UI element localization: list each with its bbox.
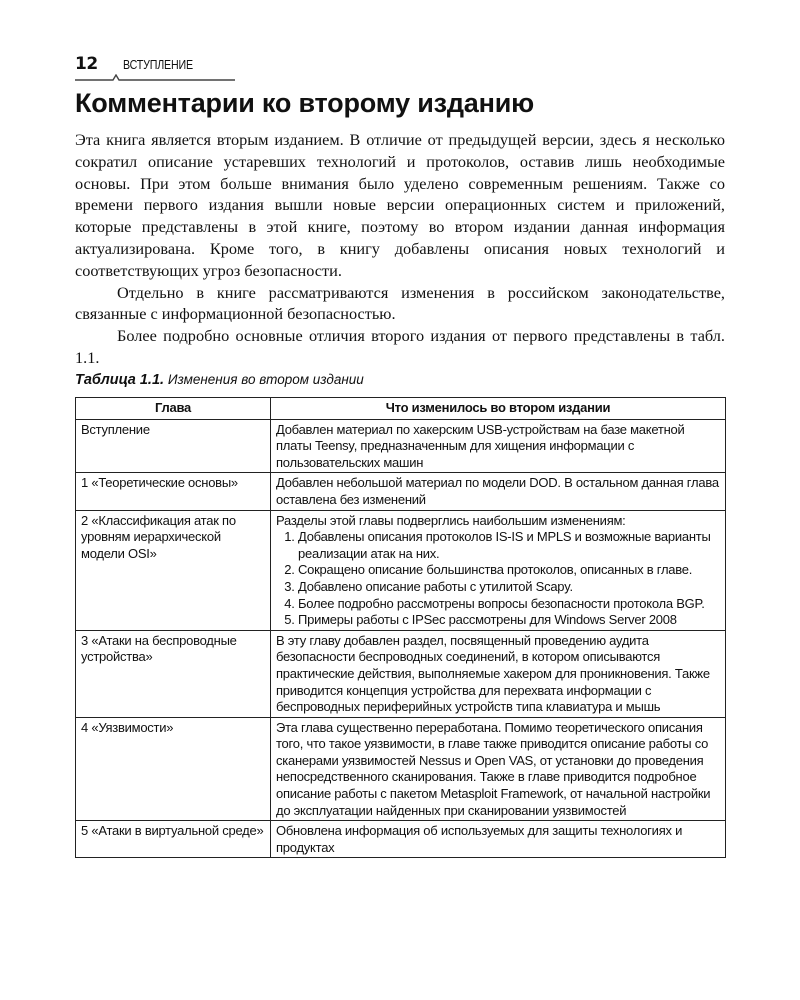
table-caption [75, 372, 364, 388]
paragraph: Более подробно основные отличия второго издания от первого представлены в табл. 1.1. [75, 326, 725, 367]
change-cell: Эта глава существенно переработана. Помимо теоретического описания того, что такое уязвимости, в главе также приводится описание работы со сканерами уязвимостей Nessus и Open VAS, от установки до проведения непосредственного сканирования. Также в главе приводится подробное описание работы с пакетом Metasploit Framework, от начальной настройки до эксплуатации найденных при сканировании уязвимостей [271, 717, 726, 821]
body-text [75, 129, 725, 369]
changes-table [75, 397, 726, 858]
table-header-row [76, 398, 726, 420]
chapter-cell: 5 «Атаки в виртуальной среде» [76, 821, 271, 858]
chapter-cell: 3 «Атаки на беспроводные устройства» [76, 630, 271, 717]
header-rule-decoration [75, 74, 235, 84]
column-header-changes: Что изменилось во втором издании [271, 398, 726, 420]
change-cell: В эту главу добавлен раздел, посвященный проведению аудита безопасности беспроводных соединений, в котором описываются практические действия, выполняемые хакером для проникновения. Также приводится концепция устройства для перехвата информации с беспроводных периферийных устройств типа клавиатура и мышь [271, 630, 726, 717]
table-caption-title: Изменения во втором издании [167, 372, 364, 387]
list-item: 3. Добавлено описание работы с утилитой Scapy. [298, 579, 720, 596]
paragraph: Отдельно в книге рассматриваются изменения в российском законодательстве, связанные с информационной безопасностью. [75, 282, 725, 324]
chapter-cell: 2 «Классификация атак по уровням иерархической модели OSI» [76, 510, 271, 630]
table-row [76, 510, 726, 630]
changes-list [276, 529, 720, 629]
table-caption-number: Таблица 1.1. [75, 372, 165, 388]
change-cell: Добавлен небольшой материал по модели DOD. В остальном данная глава оставлена без изменений [271, 473, 726, 510]
section-heading: Комментарии ко второму изданию [75, 88, 534, 118]
change-cell [271, 510, 726, 630]
list-item: 1. Добавлены описания протоколов IS-IS и MPLS и возможные варианты реализации атак на них. [298, 529, 720, 562]
list-item: 4. Более подробно рассмотрены вопросы безопасности протокола BGP. [298, 596, 720, 613]
change-cell: Обновлена информация об используемых для защиты технологиях и продуктах [271, 821, 726, 858]
change-intro: Разделы этой главы подверглись наибольшим изменениям: [276, 512, 626, 528]
paragraph: Эта книга является вторым изданием. В отличие от предыдущей версии, здесь я несколько сократил описание устаревших технологий и протоколов, оставив лишь необходимые основы. При этом больше внимания было уделено современным решениям. Также со времени первого издания вышли новые версии операционных систем и приложений, которые представлены в этой книге, поэтому во втором издании данная информация актуализирована. Кроме того, в книгу добавлены описания новых технологий и соответствующих угроз безопасности. [75, 130, 725, 280]
table-row [76, 473, 726, 510]
table-row [76, 717, 726, 821]
column-header-chapter: Глава [76, 398, 271, 420]
list-item: 2. Сокращено описание большинства протоколов, описанных в главе. [298, 562, 720, 579]
page-number: 12 [75, 54, 98, 74]
table-row [76, 630, 726, 717]
chapter-cell: 1 «Теоретические основы» [76, 473, 271, 510]
chapter-cell: Вступление [76, 419, 271, 473]
list-item: 5. Примеры работы с IPSec рассмотрены для Windows Server 2008 [298, 612, 720, 629]
table-row [76, 821, 726, 858]
running-section-title: ВСТУПЛЕНИЕ [123, 57, 193, 72]
chapter-cell: 4 «Уязвимости» [76, 717, 271, 821]
table-row [76, 419, 726, 473]
change-cell: Добавлен материал по хакерским USB-устройствам на базе макетной платы Teensy, предназначенным для хищения информации с пользовательских машин [271, 419, 726, 473]
